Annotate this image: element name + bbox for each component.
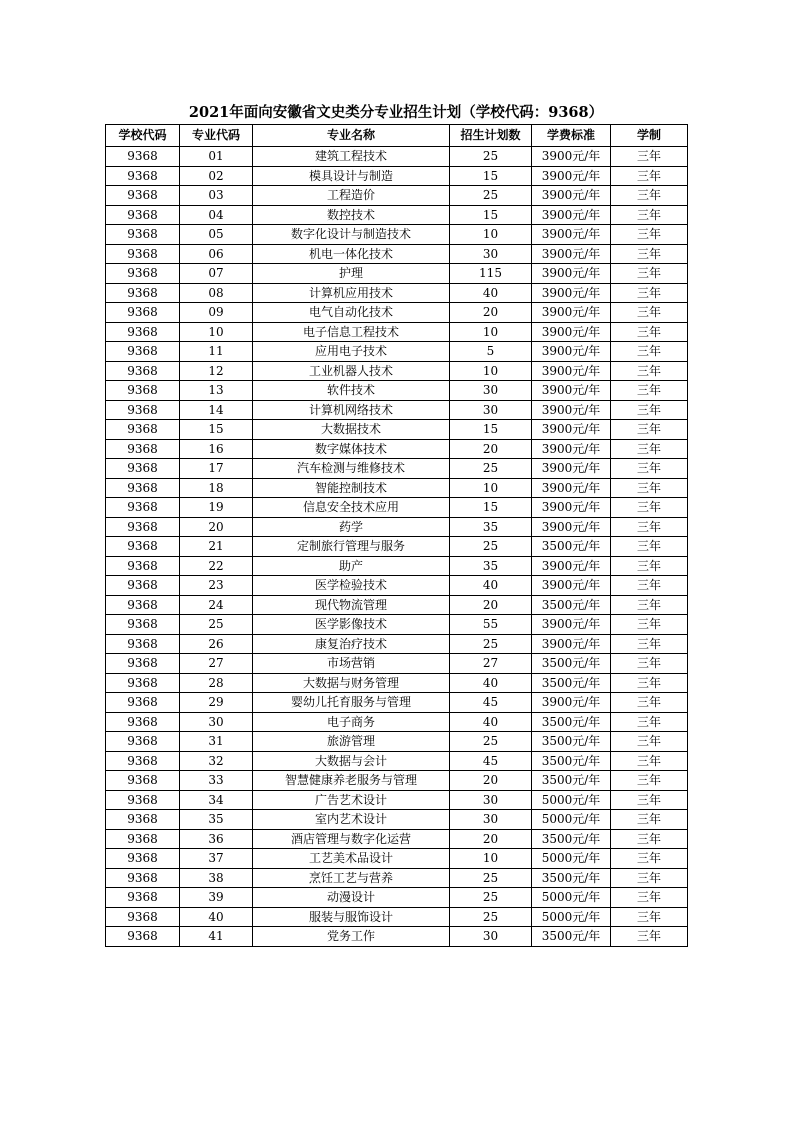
major-name-cell: 室内艺术设计 (253, 810, 450, 830)
major-code-cell: 11 (180, 342, 253, 362)
table-row (106, 693, 688, 713)
table-row (106, 166, 688, 186)
tuition-cell: 3900元/年 (532, 381, 611, 401)
tuition-cell: 3900元/年 (532, 634, 611, 654)
header-tuition: 学费标准 (532, 125, 611, 147)
school-code-cell: 9368 (106, 225, 180, 245)
major-name-cell: 数控技术 (253, 205, 450, 225)
major-name-cell: 数字化设计与制造技术 (253, 225, 450, 245)
duration-cell: 三年 (611, 556, 688, 576)
table-row (106, 244, 688, 264)
plan-count-cell: 20 (450, 595, 532, 615)
table-row (106, 927, 688, 947)
major-name-cell: 工业机器人技术 (253, 361, 450, 381)
major-code-cell: 06 (180, 244, 253, 264)
major-code-cell: 19 (180, 498, 253, 518)
duration-cell: 三年 (611, 400, 688, 420)
major-code-cell: 21 (180, 537, 253, 557)
tuition-cell: 5000元/年 (532, 907, 611, 927)
table-row (106, 810, 688, 830)
duration-cell: 三年 (611, 576, 688, 596)
plan-count-cell: 25 (450, 907, 532, 927)
school-code-cell: 9368 (106, 439, 180, 459)
plan-count-cell: 10 (450, 361, 532, 381)
major-code-cell: 10 (180, 322, 253, 342)
tuition-cell: 3500元/年 (532, 868, 611, 888)
plan-count-cell: 40 (450, 283, 532, 303)
tuition-cell: 3900元/年 (532, 205, 611, 225)
plan-count-cell: 25 (450, 634, 532, 654)
school-code-cell: 9368 (106, 732, 180, 752)
tuition-cell: 3500元/年 (532, 654, 611, 674)
major-code-cell: 15 (180, 420, 253, 440)
duration-cell: 三年 (611, 459, 688, 479)
school-code-cell: 9368 (106, 420, 180, 440)
tuition-cell: 5000元/年 (532, 888, 611, 908)
plan-count-cell: 10 (450, 849, 532, 869)
table-row (106, 673, 688, 693)
school-code-cell: 9368 (106, 712, 180, 732)
plan-count-cell: 25 (450, 868, 532, 888)
major-name-cell: 大数据与财务管理 (253, 673, 450, 693)
duration-cell: 三年 (611, 595, 688, 615)
school-code-cell: 9368 (106, 595, 180, 615)
school-code-cell: 9368 (106, 790, 180, 810)
major-name-cell: 电气自动化技术 (253, 303, 450, 323)
major-name-cell: 软件技术 (253, 381, 450, 401)
major-code-cell: 12 (180, 361, 253, 381)
major-name-cell: 机电一体化技术 (253, 244, 450, 264)
major-name-cell: 计算机网络技术 (253, 400, 450, 420)
table-body (106, 147, 688, 947)
school-code-cell: 9368 (106, 478, 180, 498)
plan-count-cell: 20 (450, 439, 532, 459)
plan-count-cell: 35 (450, 556, 532, 576)
major-code-cell: 18 (180, 478, 253, 498)
duration-cell: 三年 (611, 751, 688, 771)
major-name-cell: 工艺美术品设计 (253, 849, 450, 869)
duration-cell: 三年 (611, 732, 688, 752)
plan-count-cell: 30 (450, 790, 532, 810)
table-row (106, 888, 688, 908)
major-code-cell: 05 (180, 225, 253, 245)
tuition-cell: 3900元/年 (532, 439, 611, 459)
plan-count-cell: 25 (450, 537, 532, 557)
table-row (106, 303, 688, 323)
duration-cell: 三年 (611, 147, 688, 167)
major-name-cell: 医学影像技术 (253, 615, 450, 635)
school-code-cell: 9368 (106, 654, 180, 674)
plan-count-cell: 20 (450, 303, 532, 323)
major-name-cell: 市场营销 (253, 654, 450, 674)
duration-cell: 三年 (611, 615, 688, 635)
major-code-cell: 38 (180, 868, 253, 888)
major-name-cell: 智慧健康养老服务与管理 (253, 771, 450, 791)
plan-count-cell: 30 (450, 244, 532, 264)
plan-count-cell: 25 (450, 888, 532, 908)
plan-count-cell: 25 (450, 459, 532, 479)
tuition-cell: 3900元/年 (532, 498, 611, 518)
duration-cell: 三年 (611, 439, 688, 459)
table-row (106, 459, 688, 479)
school-code-cell: 9368 (106, 907, 180, 927)
table-row (106, 186, 688, 206)
tuition-cell: 3900元/年 (532, 693, 611, 713)
major-code-cell: 02 (180, 166, 253, 186)
major-name-cell: 婴幼儿托育服务与管理 (253, 693, 450, 713)
school-code-cell: 9368 (106, 381, 180, 401)
major-code-cell: 25 (180, 615, 253, 635)
plan-count-cell: 10 (450, 225, 532, 245)
plan-count-cell: 5 (450, 342, 532, 362)
tuition-cell: 3900元/年 (532, 400, 611, 420)
tuition-cell: 3900元/年 (532, 361, 611, 381)
table-row (106, 147, 688, 167)
table-row (106, 615, 688, 635)
duration-cell: 三年 (611, 225, 688, 245)
tuition-cell: 3900元/年 (532, 556, 611, 576)
plan-count-cell: 30 (450, 810, 532, 830)
major-name-cell: 广告艺术设计 (253, 790, 450, 810)
duration-cell: 三年 (611, 829, 688, 849)
table-row (106, 849, 688, 869)
school-code-cell: 9368 (106, 693, 180, 713)
tuition-cell: 3900元/年 (532, 459, 611, 479)
major-code-cell: 37 (180, 849, 253, 869)
tuition-cell: 3900元/年 (532, 576, 611, 596)
tuition-cell: 3500元/年 (532, 732, 611, 752)
tuition-cell: 5000元/年 (532, 790, 611, 810)
school-code-cell: 9368 (106, 576, 180, 596)
plan-count-cell: 25 (450, 732, 532, 752)
duration-cell: 三年 (611, 517, 688, 537)
tuition-cell: 3500元/年 (532, 537, 611, 557)
major-name-cell: 信息安全技术应用 (253, 498, 450, 518)
tuition-cell: 3900元/年 (532, 147, 611, 167)
plan-count-cell: 115 (450, 264, 532, 284)
major-code-cell: 40 (180, 907, 253, 927)
school-code-cell: 9368 (106, 498, 180, 518)
major-name-cell: 建筑工程技术 (253, 147, 450, 167)
header-school-code: 学校代码 (106, 125, 180, 147)
tuition-cell: 3900元/年 (532, 244, 611, 264)
major-code-cell: 28 (180, 673, 253, 693)
major-name-cell: 助产 (253, 556, 450, 576)
plan-count-cell: 35 (450, 517, 532, 537)
major-code-cell: 14 (180, 400, 253, 420)
major-name-cell: 数字媒体技术 (253, 439, 450, 459)
duration-cell: 三年 (611, 264, 688, 284)
school-code-cell: 9368 (106, 829, 180, 849)
table-row (106, 225, 688, 245)
duration-cell: 三年 (611, 810, 688, 830)
duration-cell: 三年 (611, 673, 688, 693)
major-name-cell: 护理 (253, 264, 450, 284)
plan-count-cell: 15 (450, 498, 532, 518)
duration-cell: 三年 (611, 244, 688, 264)
duration-cell: 三年 (611, 537, 688, 557)
school-code-cell: 9368 (106, 751, 180, 771)
major-code-cell: 36 (180, 829, 253, 849)
tuition-cell: 3500元/年 (532, 927, 611, 947)
duration-cell: 三年 (611, 693, 688, 713)
duration-cell: 三年 (611, 283, 688, 303)
table-row (106, 420, 688, 440)
plan-count-cell: 25 (450, 147, 532, 167)
school-code-cell: 9368 (106, 244, 180, 264)
duration-cell: 三年 (611, 478, 688, 498)
table-row (106, 478, 688, 498)
duration-cell: 三年 (611, 849, 688, 869)
duration-cell: 三年 (611, 303, 688, 323)
table-row (106, 790, 688, 810)
duration-cell: 三年 (611, 907, 688, 927)
tuition-cell: 3900元/年 (532, 283, 611, 303)
duration-cell: 三年 (611, 888, 688, 908)
school-code-cell: 9368 (106, 147, 180, 167)
table-row (106, 537, 688, 557)
major-code-cell: 32 (180, 751, 253, 771)
school-code-cell: 9368 (106, 283, 180, 303)
major-code-cell: 01 (180, 147, 253, 167)
school-code-cell: 9368 (106, 537, 180, 557)
major-name-cell: 模具设计与制造 (253, 166, 450, 186)
tuition-cell: 5000元/年 (532, 810, 611, 830)
major-name-cell: 电子商务 (253, 712, 450, 732)
major-name-cell: 党务工作 (253, 927, 450, 947)
table-row (106, 322, 688, 342)
duration-cell: 三年 (611, 927, 688, 947)
major-name-cell: 智能控制技术 (253, 478, 450, 498)
duration-cell: 三年 (611, 634, 688, 654)
major-code-cell: 35 (180, 810, 253, 830)
plan-count-cell: 20 (450, 771, 532, 791)
major-code-cell: 13 (180, 381, 253, 401)
tuition-cell: 3900元/年 (532, 342, 611, 362)
duration-cell: 三年 (611, 420, 688, 440)
school-code-cell: 9368 (106, 634, 180, 654)
tuition-cell: 5000元/年 (532, 849, 611, 869)
document-title: 2021年面向安徽省文史类分专业招生计划（学校代码：9368） (188, 104, 604, 121)
plan-count-cell: 27 (450, 654, 532, 674)
school-code-cell: 9368 (106, 771, 180, 791)
duration-cell: 三年 (611, 654, 688, 674)
major-name-cell: 服装与服饰设计 (253, 907, 450, 927)
tuition-cell: 3900元/年 (532, 264, 611, 284)
plan-count-cell: 45 (450, 693, 532, 713)
duration-cell: 三年 (611, 361, 688, 381)
duration-cell: 三年 (611, 498, 688, 518)
major-name-cell: 药学 (253, 517, 450, 537)
major-code-cell: 34 (180, 790, 253, 810)
plan-count-cell: 20 (450, 829, 532, 849)
tuition-cell: 3900元/年 (532, 322, 611, 342)
table-row (106, 342, 688, 362)
tuition-cell: 3900元/年 (532, 420, 611, 440)
major-name-cell: 大数据技术 (253, 420, 450, 440)
major-code-cell: 33 (180, 771, 253, 791)
plan-count-cell: 55 (450, 615, 532, 635)
school-code-cell: 9368 (106, 361, 180, 381)
plan-count-cell: 25 (450, 186, 532, 206)
major-name-cell: 大数据与会计 (253, 751, 450, 771)
major-name-cell: 工程造价 (253, 186, 450, 206)
plan-count-cell: 15 (450, 166, 532, 186)
table-row (106, 517, 688, 537)
school-code-cell: 9368 (106, 400, 180, 420)
tuition-cell: 3500元/年 (532, 712, 611, 732)
major-code-cell: 22 (180, 556, 253, 576)
table-row (106, 868, 688, 888)
major-code-cell: 24 (180, 595, 253, 615)
plan-count-cell: 45 (450, 751, 532, 771)
table-row (106, 654, 688, 674)
school-code-cell: 9368 (106, 615, 180, 635)
major-code-cell: 29 (180, 693, 253, 713)
major-name-cell: 定制旅行管理与服务 (253, 537, 450, 557)
tuition-cell: 3500元/年 (532, 673, 611, 693)
major-name-cell: 酒店管理与数字化运营 (253, 829, 450, 849)
plan-count-cell: 15 (450, 205, 532, 225)
major-code-cell: 26 (180, 634, 253, 654)
duration-cell: 三年 (611, 342, 688, 362)
school-code-cell: 9368 (106, 459, 180, 479)
school-code-cell: 9368 (106, 556, 180, 576)
school-code-cell: 9368 (106, 303, 180, 323)
school-code-cell: 9368 (106, 888, 180, 908)
major-code-cell: 20 (180, 517, 253, 537)
table-row (106, 498, 688, 518)
school-code-cell: 9368 (106, 927, 180, 947)
major-code-cell: 31 (180, 732, 253, 752)
table-row (106, 732, 688, 752)
table-row (106, 595, 688, 615)
major-name-cell: 计算机应用技术 (253, 283, 450, 303)
duration-cell: 三年 (611, 205, 688, 225)
tuition-cell: 3900元/年 (532, 225, 611, 245)
duration-cell: 三年 (611, 771, 688, 791)
duration-cell: 三年 (611, 790, 688, 810)
header-major-name: 专业名称 (253, 125, 450, 147)
duration-cell: 三年 (611, 868, 688, 888)
school-code-cell: 9368 (106, 342, 180, 362)
tuition-cell: 3500元/年 (532, 771, 611, 791)
tuition-cell: 3500元/年 (532, 829, 611, 849)
table-row (106, 283, 688, 303)
table-row (106, 400, 688, 420)
major-name-cell: 医学检验技术 (253, 576, 450, 596)
plan-count-cell: 30 (450, 927, 532, 947)
plan-count-cell: 10 (450, 322, 532, 342)
header-plan-count: 招生计划数 (450, 125, 532, 147)
school-code-cell: 9368 (106, 810, 180, 830)
major-code-cell: 08 (180, 283, 253, 303)
major-name-cell: 烹饪工艺与营养 (253, 868, 450, 888)
plan-count-cell: 40 (450, 712, 532, 732)
school-code-cell: 9368 (106, 186, 180, 206)
plan-count-cell: 30 (450, 381, 532, 401)
major-name-cell: 应用电子技术 (253, 342, 450, 362)
plan-count-cell: 10 (450, 478, 532, 498)
major-name-cell: 现代物流管理 (253, 595, 450, 615)
school-code-cell: 9368 (106, 673, 180, 693)
school-code-cell: 9368 (106, 322, 180, 342)
table-row (106, 264, 688, 284)
major-code-cell: 41 (180, 927, 253, 947)
major-code-cell: 23 (180, 576, 253, 596)
table-row (106, 712, 688, 732)
enrollment-plan-table (105, 124, 688, 947)
plan-count-cell: 30 (450, 400, 532, 420)
plan-count-cell: 40 (450, 576, 532, 596)
tuition-cell: 3900元/年 (532, 303, 611, 323)
tuition-cell: 3900元/年 (532, 615, 611, 635)
tuition-cell: 3900元/年 (532, 166, 611, 186)
table-row (106, 576, 688, 596)
school-code-cell: 9368 (106, 517, 180, 537)
header-major-code: 专业代码 (180, 125, 253, 147)
table-row (106, 751, 688, 771)
tuition-cell: 3500元/年 (532, 595, 611, 615)
school-code-cell: 9368 (106, 868, 180, 888)
major-code-cell: 17 (180, 459, 253, 479)
major-name-cell: 汽车检测与维修技术 (253, 459, 450, 479)
tuition-cell: 3500元/年 (532, 751, 611, 771)
table-row (106, 634, 688, 654)
school-code-cell: 9368 (106, 849, 180, 869)
major-name-cell: 电子信息工程技术 (253, 322, 450, 342)
plan-count-cell: 40 (450, 673, 532, 693)
duration-cell: 三年 (611, 322, 688, 342)
school-code-cell: 9368 (106, 205, 180, 225)
table-row (106, 771, 688, 791)
school-code-cell: 9368 (106, 264, 180, 284)
table-row (106, 361, 688, 381)
duration-cell: 三年 (611, 166, 688, 186)
major-code-cell: 09 (180, 303, 253, 323)
table-row (106, 829, 688, 849)
table-row (106, 556, 688, 576)
major-name-cell: 旅游管理 (253, 732, 450, 752)
table-row (106, 907, 688, 927)
table-row (106, 205, 688, 225)
duration-cell: 三年 (611, 381, 688, 401)
tuition-cell: 3900元/年 (532, 517, 611, 537)
table-row (106, 439, 688, 459)
major-code-cell: 07 (180, 264, 253, 284)
major-code-cell: 39 (180, 888, 253, 908)
duration-cell: 三年 (611, 712, 688, 732)
major-code-cell: 30 (180, 712, 253, 732)
major-code-cell: 16 (180, 439, 253, 459)
plan-count-cell: 15 (450, 420, 532, 440)
major-code-cell: 27 (180, 654, 253, 674)
school-code-cell: 9368 (106, 166, 180, 186)
tuition-cell: 3900元/年 (532, 186, 611, 206)
header-duration: 学制 (611, 125, 688, 147)
major-name-cell: 康复治疗技术 (253, 634, 450, 654)
table-header-row (106, 125, 688, 147)
major-name-cell: 动漫设计 (253, 888, 450, 908)
major-code-cell: 03 (180, 186, 253, 206)
duration-cell: 三年 (611, 186, 688, 206)
table-row (106, 381, 688, 401)
tuition-cell: 3900元/年 (532, 478, 611, 498)
major-code-cell: 04 (180, 205, 253, 225)
